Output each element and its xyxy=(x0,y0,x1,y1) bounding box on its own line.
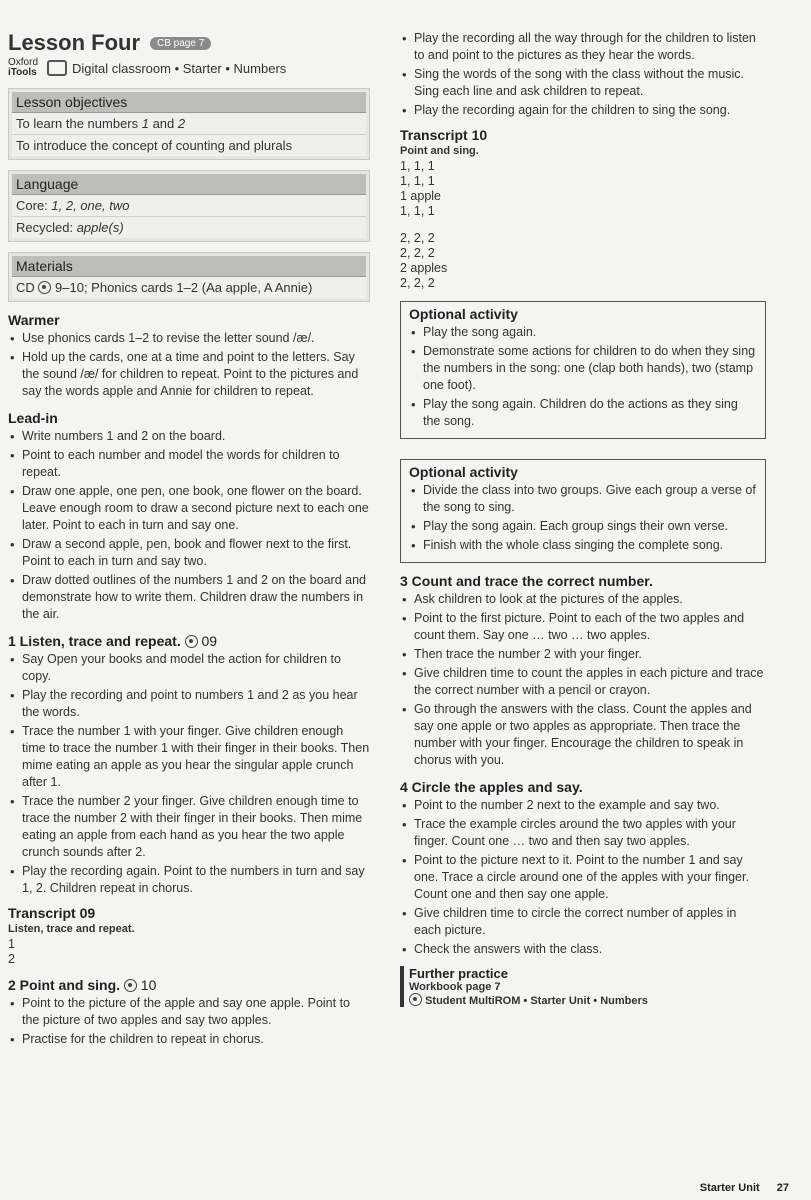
list-item: • Trace the number 1 with your finger. Give children enough time to trace the number 1 with their finger in their books. Then mime eating an apple as you hear the singular apple crunch after 1. xyxy=(8,723,370,791)
objective-row-1: To learn the numbers 1 and 2 xyxy=(12,113,366,135)
optional2-heading: Optional activity xyxy=(409,464,518,480)
section4-heading: 4 Circle the apples and say. xyxy=(400,779,583,795)
itools-bar xyxy=(8,58,370,78)
leadin-list xyxy=(8,428,370,623)
list-item: • Use phonics cards 1–2 to revise the letter sound /æ/. xyxy=(8,330,370,347)
language-heading: Language xyxy=(12,174,366,195)
transcript10-verse1: 1, 1, 1 1, 1, 1 1 apple 1, 1, 1 xyxy=(400,159,442,218)
footer-unit: Starter Unit xyxy=(699,1182,760,1194)
list-item: • Demonstrate some actions for children to do when they sing the numbers in the song: one (clap both hands), two (stamp one foot). xyxy=(409,343,757,394)
further-heading: Further practice xyxy=(409,966,508,981)
list-item: • Give children time to circle the correct number of apples in each picture. xyxy=(400,905,766,939)
list-item: • Play the song again. xyxy=(409,324,757,341)
list-item: • Trace the example circles around the two apples with your finger. Count one … two and then say two apples. xyxy=(400,816,766,850)
list-item: • Hold up the cards, one at a time and point to the letters. Say the sound /æ/ for children to repeat. Point to the pictures and say the words apple and Annie for children to repeat. xyxy=(8,349,370,400)
objective-row-2: To introduce the concept of counting and plurals xyxy=(12,135,366,156)
list-item: • Practise for the children to repeat in chorus. xyxy=(8,1031,370,1048)
list-item: • Play the recording all the way through for the children to listen to and point to the pictures as they hear the words. xyxy=(400,30,766,64)
list-item: • Point to the picture of the apple and say one apple. Point to the picture of two apples and say two apples. xyxy=(8,995,370,1029)
screen-icon xyxy=(47,60,67,76)
list-item: • Draw one apple, one pen, one book, one flower on the board. Leave enough room to draw a second picture next to each one later. Point to each in turn and say one. xyxy=(8,483,370,534)
further-multirom: Student MultiROM • Starter Unit • Numbers xyxy=(409,993,766,1007)
section4-list xyxy=(400,797,766,958)
objectives-box xyxy=(8,88,370,160)
itools-text: Digital classroom • Starter • Numbers xyxy=(72,60,287,76)
transcript09-sub: Listen, trace and repeat. xyxy=(8,923,135,935)
list-item: • Give children time to count the apples in each picture and trace the correct number with a pencil or crayon. xyxy=(400,665,766,699)
list-item: • Check the answers with the class. xyxy=(400,941,766,958)
itools-logo: Oxford iTools xyxy=(8,57,39,78)
list-item: • Write numbers 1 and 2 on the board. xyxy=(8,428,370,445)
left-column xyxy=(8,30,370,1050)
cb-page-badge: CB page 7 xyxy=(150,37,211,50)
list-item: • Play the song again. Children do the actions as they sing the song. xyxy=(409,396,757,430)
cd-icon xyxy=(185,635,198,648)
further-workbook: Workbook page 7 xyxy=(409,981,501,993)
materials-heading: Materials xyxy=(12,256,366,277)
list-item: • Sing the words of the song with the class without the music. Sing each line and ask children to repeat. xyxy=(400,66,766,100)
page-footer xyxy=(700,1182,789,1194)
language-box xyxy=(8,170,370,242)
list-item: • Go through the answers with the class. Count the apples and say one apple or two apples as appropriate. Then trace the number with your finger. Encourage the children to speak in chorus with you. xyxy=(400,701,766,769)
section1-heading: 1 Listen, trace and repeat. 09 xyxy=(8,633,218,649)
section3-list xyxy=(400,591,766,769)
section1-list xyxy=(8,651,370,897)
list-item: • Play the song again. Each group sings their own verse. xyxy=(409,518,757,535)
section2-heading: 2 Point and sing. 10 xyxy=(8,977,157,993)
optional-activity-1 xyxy=(400,301,766,439)
transcript10-sub: Point and sing. xyxy=(400,145,479,157)
section3-heading: 3 Count and trace the correct number. xyxy=(400,573,653,589)
list-item: • Draw a second apple, pen, book and flower next to the first. Point to each in turn and say two. xyxy=(8,536,370,570)
list-item: • Play the recording and point to numbers 1 and 2 as you hear the words. xyxy=(8,687,370,721)
list-item: • Play the recording again for the children to sing the song. xyxy=(400,102,766,119)
transcript10-verse2: 2, 2, 2 2, 2, 2 2 apples 2, 2, 2 xyxy=(400,231,448,290)
list-item: • Trace the number 2 your finger. Give children enough time to trace the number 2 with their finger in their books. Then mime eating an apple from each hand as you hear the two apple crunch sounds after 2. xyxy=(8,793,370,861)
language-recycled: Recycled: apple(s) xyxy=(12,217,366,238)
cd-icon xyxy=(409,993,422,1006)
transcript10-heading: Transcript 10 xyxy=(400,127,488,143)
materials-box xyxy=(8,252,370,302)
list-item: • Say Open your books and model the action for children to copy. xyxy=(8,651,370,685)
section2-list-right xyxy=(400,30,766,119)
list-item: • Ask children to look at the pictures of the apples. xyxy=(400,591,766,608)
list-item: • Draw dotted outlines of the numbers 1 and 2 on the board and demonstrate how to write them. Children draw the numbers in the air. xyxy=(8,572,370,623)
list-item: • Point to the first picture. Point to each of the two apples and count them. Say one … two … two apples. xyxy=(400,610,766,644)
list-item: • Point to each number and model the words for children to repeat. xyxy=(8,447,370,481)
optional-activity-2 xyxy=(400,459,766,563)
warmer-heading: Warmer xyxy=(8,312,60,328)
lesson-header xyxy=(8,30,370,56)
list-item: • Play the recording again. Point to the numbers in turn and say 1, 2. Children repeat in chorus. xyxy=(8,863,370,897)
leadin-heading: Lead-in xyxy=(8,410,58,426)
right-column xyxy=(400,30,766,1007)
list-item: • Point to the number 2 next to the example and say two. xyxy=(400,797,766,814)
optional1-heading: Optional activity xyxy=(409,306,518,322)
cd-icon xyxy=(38,281,51,294)
list-item: • Then trace the number 2 with your finger. xyxy=(400,646,766,663)
page-number: 27 xyxy=(776,1182,789,1194)
list-item: • Point to the picture next to it. Point to the number 1 and say one. Trace a circle around one of the apples with your finger. Count one and then say one apple. xyxy=(400,852,766,903)
lesson-title: Lesson Four xyxy=(8,30,141,55)
list-item: • Finish with the whole class singing the complete song. xyxy=(409,537,757,554)
language-core: Core: 1, 2, one, two xyxy=(12,195,366,217)
section2-list-left xyxy=(8,995,370,1048)
materials-row: CD 9–10; Phonics cards 1–2 (Aa apple, A Annie) xyxy=(12,277,366,298)
transcript09-lines: 1 2 xyxy=(8,937,15,966)
warmer-list xyxy=(8,330,370,400)
list-item: • Divide the class into two groups. Give each group a verse of the song to sing. xyxy=(409,482,757,516)
further-practice xyxy=(400,966,766,1007)
objectives-heading: Lesson objectives xyxy=(12,92,366,113)
cd-icon xyxy=(124,979,137,992)
transcript09-heading: Transcript 09 xyxy=(8,905,96,921)
